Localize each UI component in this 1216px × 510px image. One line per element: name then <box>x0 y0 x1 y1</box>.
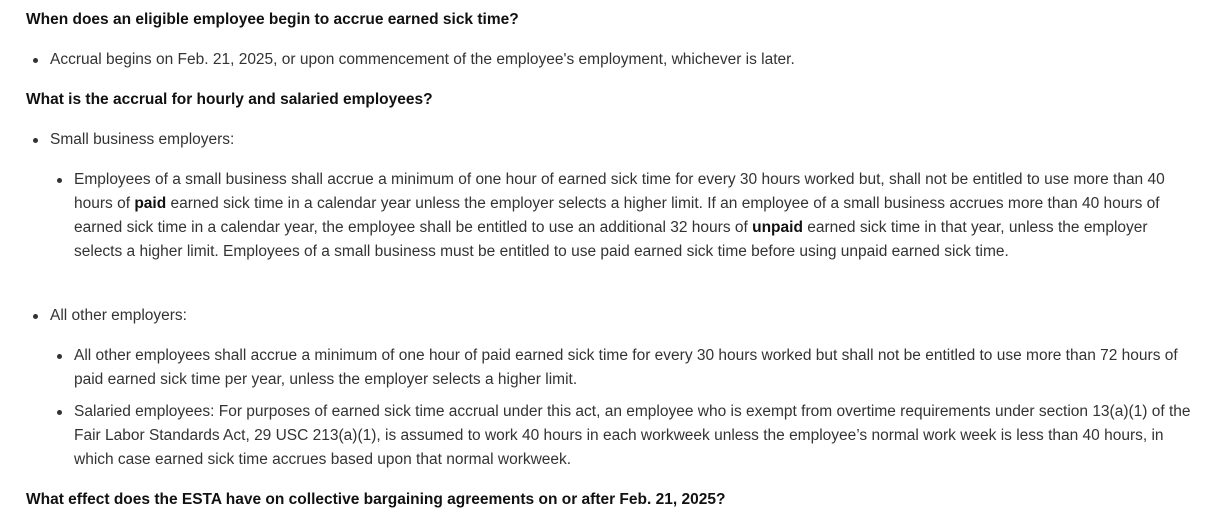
accrual-start-list <box>26 48 1196 72</box>
list-item: Salaried employees: For purposes of earned sick time accrual under this act, an employee who is exempt from overtime requirements under section 13(a)(1) of the Fair Labor Standards Act, 29 USC 213(a)(1), is assumed to work 40 hours in each workweek unless the employee’s normal work week is less than 40 hours, in which case earned sick time accrues based upon that normal workweek. <box>26 400 1196 472</box>
small-business-text-1: Employees of a small business shall accrue a minimum of one hour of earned sick time for every 30 hours worked but, shall not be entitled to use more than 40 hours of <box>74 171 1165 212</box>
faq-question-accrual-rate: What is the accrual for hourly and salaried employees? <box>26 91 433 108</box>
list-item: All other employees shall accrue a minimum of one hour of paid earned sick time for every 30 hours worked but shall not be entitled to use more than 72 hours of paid earned sick time per year, unless the employer selects a higher limit. <box>26 344 1196 392</box>
emphasis-paid: paid <box>134 195 167 212</box>
other-employers-list <box>26 344 1196 472</box>
list-item: Accrual begins on Feb. 21, 2025, or upon commencement of the employee's employment, whichever is later. <box>26 48 1196 72</box>
emphasis-unpaid: unpaid <box>752 219 803 236</box>
small-business-text-2: earned sick time in a calendar year unless the employer selects a higher limit. If an employee of a small business accrues more than 40 hours of earned sick time in a calendar year, the employee shall be entitled to use an additional 32 hours of <box>74 195 1160 236</box>
small-business-text-3: earned sick time in that year, unless the employer selects a higher limit. Employees of a small business must be entitled to use paid earned sick time before using unpaid earned sick time. <box>74 219 1148 260</box>
faq-question-accrual-start: When does an eligible employee begin to accrue earned sick time? <box>26 11 519 28</box>
employer-type-list <box>26 128 1196 152</box>
list-item-other-employers: All other employers: <box>26 304 1196 328</box>
list-item <box>26 168 1196 264</box>
employer-type-list-other <box>26 304 1196 328</box>
faq-question-collective-bargaining: What effect does the ESTA have on collective bargaining agreements on or after Feb. 21, 2025? <box>26 491 726 508</box>
small-business-list <box>26 168 1196 264</box>
list-item-small-business: Small business employers: <box>26 128 1196 152</box>
